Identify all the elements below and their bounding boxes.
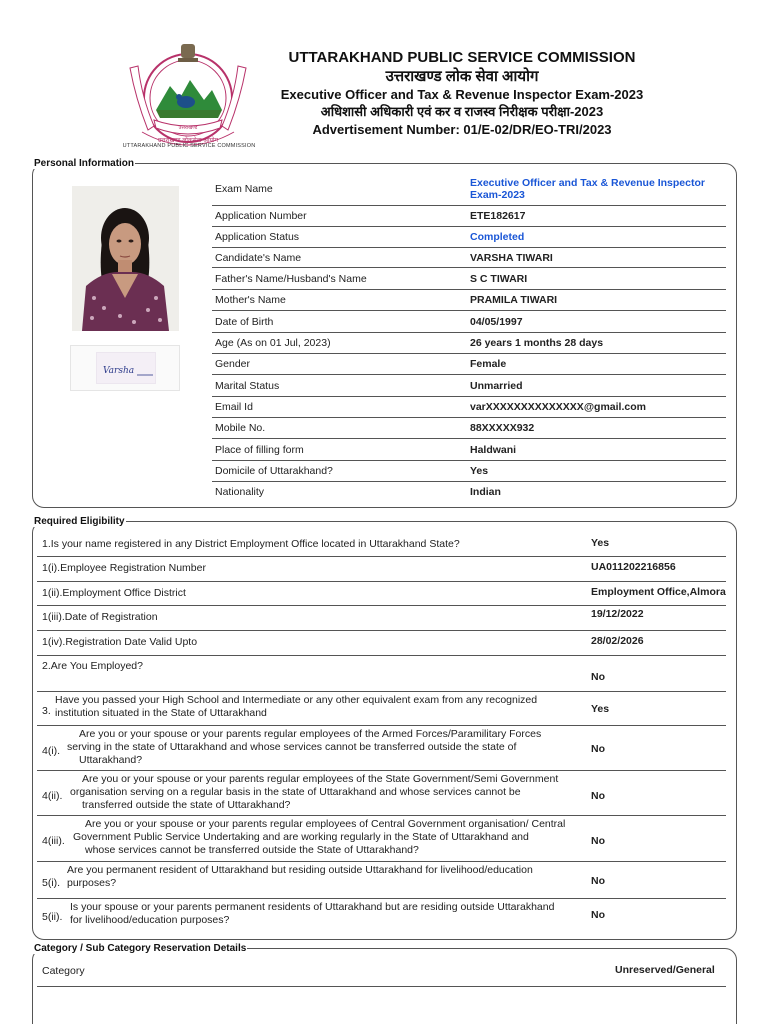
question-text: Government Public Service Undertaking and are working regularly in the State of Uttarakhand and — [73, 831, 529, 843]
personal-info-row — [212, 290, 726, 311]
advertisement-number: Advertisement Number: 01/E-02/DR/EO-TRI/2023 — [312, 122, 612, 137]
personal-info-row — [212, 354, 726, 375]
eligibility-row — [37, 726, 726, 771]
field-value: ETE182617 — [470, 210, 526, 222]
eligibility-row — [37, 631, 726, 656]
personal-info-row — [212, 268, 726, 290]
field-label: Mobile No. — [215, 422, 266, 434]
question-text: 1(i).Employee Registration Number — [42, 562, 206, 574]
commission-name-hindi: उत्तराखण्ड लोक सेवा आयोग — [385, 68, 539, 85]
category-value: Unreserved/General — [615, 964, 715, 976]
eligibility-row — [37, 533, 726, 557]
field-label: Email Id — [215, 401, 253, 413]
field-label: Exam Name — [215, 183, 273, 195]
question-text: 2.Are You Employed? — [42, 660, 143, 672]
category-label: Category — [42, 965, 85, 977]
question-text: 1(iv).Registration Date Valid Upto — [42, 636, 198, 648]
question-text: serving in the state of Uttarakhand and whose services cannot be transferred outside the state of — [67, 741, 517, 753]
question-text: transferred outside the state of Uttarakhand? — [82, 799, 291, 811]
field-label: Place of filling form — [215, 443, 304, 456]
field-label: Gender — [215, 358, 251, 370]
personal-info-row — [212, 311, 726, 333]
section-legend: Category / Sub Category Reservation Details — [34, 943, 247, 954]
question-text: purposes? — [67, 877, 117, 889]
logo-ring-text: उत्तराखण्ड लोकसेवा आयोग — [158, 137, 218, 144]
question-number: 5(i). — [42, 876, 61, 889]
answer-value: UA011202216856 — [591, 561, 676, 573]
field-value: S C TIWARI — [470, 272, 528, 285]
field-value: PRAMILA TIWARI — [470, 294, 558, 306]
eligibility-row — [37, 899, 726, 931]
eligibility-row — [37, 606, 726, 631]
personal-info-row — [212, 439, 726, 461]
answer-value: 19/12/2022 — [591, 608, 644, 620]
question-text: Uttarakhand? — [79, 754, 143, 766]
question-text: whose services cannot be transferred outside the State of Uttarakhand? — [85, 844, 419, 856]
personal-info-row — [212, 418, 726, 439]
personal-info-row — [212, 333, 726, 354]
field-value: 88XXXXX932 — [470, 422, 535, 434]
eligibility-row — [37, 692, 726, 726]
answer-value: No — [591, 743, 605, 755]
personal-info-row — [212, 248, 726, 268]
question-text: 1(ii).Employment Office District — [42, 587, 186, 599]
personal-info-row — [212, 482, 726, 502]
candidate-photo — [72, 186, 179, 331]
question-text: Is your spouse or your parents permanent residents of Uttarakhand but are residing outside Uttarakhand — [70, 901, 555, 913]
field-value: Haldwani — [470, 443, 517, 456]
page-header — [0, 0, 768, 160]
answer-value: 28/02/2026 — [591, 635, 644, 647]
field-label: Age (As on 01 Jul, 2023) — [215, 337, 331, 349]
field-label: Application Status — [215, 231, 300, 243]
field-value: Female — [470, 358, 507, 370]
exam-title-hindi: अधिशासी अधिकारी एवं कर व राजस्व निरीक्षक परीक्षा-2023 — [320, 104, 604, 119]
answer-value: No — [591, 909, 605, 921]
field-label: Nationality — [215, 486, 265, 498]
question-number: 4(ii). — [42, 789, 63, 802]
answer-value: No — [591, 835, 605, 847]
field-value: VARSHA TIWARI — [470, 251, 553, 264]
answer-value: Employment Office,Almora — [591, 586, 726, 598]
eligibility-row — [37, 816, 726, 862]
field-label: Application Number — [215, 210, 307, 222]
signature-text: Varsha — [103, 366, 135, 376]
question-number: 3. — [42, 705, 51, 717]
field-value: Unmarried — [470, 379, 523, 392]
field-label: Father's Name/Husband's Name — [215, 272, 367, 285]
category-row — [37, 960, 726, 987]
question-text: Are you permanent resident of Uttarakhand but residing outside Uttarakhand for livelihood/education — [67, 864, 533, 876]
personal-info-row — [212, 397, 726, 418]
field-value: Indian — [470, 486, 501, 498]
answer-value: No — [591, 875, 605, 887]
eligibility-row — [37, 582, 726, 606]
answer-value: No — [591, 671, 605, 683]
field-label: Marital Status — [215, 379, 280, 392]
logo-ribbon-text: उत्तराखण्ड — [178, 125, 198, 131]
header-titles — [262, 48, 662, 138]
logo-caption: UTTARAKHAND PUBLIC SERVICE COMMISSION — [122, 143, 256, 149]
personal-info-row — [212, 227, 726, 248]
candidate-signature — [70, 345, 180, 391]
field-label: Mother's Name — [215, 294, 286, 306]
field-value: varXXXXXXXXXXXXXX@gmail.com — [470, 401, 646, 413]
exam-title-english: Executive Officer and Tax & Revenue Inspector Exam-2023 — [280, 87, 644, 102]
question-text: Are you or your spouse or your parents regular employees of Central Government organisation/ Central — [85, 818, 566, 830]
field-label: Candidate's Name — [215, 251, 302, 264]
question-text: organisation serving on a regular basis in the state of Uttarakhand and whose services cannot be — [70, 786, 521, 798]
answer-value: Yes — [591, 703, 610, 715]
signature-image — [96, 352, 156, 384]
commission-emblem-icon — [118, 40, 258, 152]
eligibility-row — [37, 771, 726, 816]
question-text: for livelihood/education purposes? — [70, 914, 230, 926]
question-number: 4(iii). — [42, 835, 65, 847]
field-label: Domicile of Uttarakhand? — [215, 465, 333, 477]
field-value: Yes — [470, 465, 489, 477]
personal-info-row — [212, 375, 726, 397]
eligibility-row — [37, 656, 726, 692]
eligibility-row — [37, 557, 726, 582]
section-legend: Personal Information — [34, 158, 135, 169]
commission-name-english: UTTARAKHAND PUBLIC SERVICE COMMISSION — [288, 49, 636, 66]
personal-info-row — [212, 173, 726, 206]
field-value: Executive Officer and Tax & Revenue Inspector Exam-2023 — [470, 177, 705, 201]
field-value: 04/05/1997 — [470, 315, 523, 328]
question-number: 5(ii). — [42, 911, 63, 923]
eligibility-row — [37, 862, 726, 899]
question-text: 1(iii).Date of Registration — [42, 611, 158, 623]
question-text: Have you passed your High School and Intermediate or any other equivalent exam from any recognized — [55, 694, 538, 706]
field-label: Date of Birth — [215, 315, 274, 328]
field-value: Completed — [470, 231, 525, 243]
answer-value: Yes — [591, 537, 610, 549]
candidate-photo-icon — [72, 186, 179, 331]
section-legend: Required Eligibility — [34, 516, 125, 527]
personal-info-row — [212, 206, 726, 227]
personal-info-row — [212, 461, 726, 482]
answer-value: No — [591, 790, 605, 802]
question-text: Are you or your spouse or your parents regular employees of the State Government/Semi Government — [82, 773, 559, 785]
question-text: 1.Is your name registered in any District Employment Office located in Uttarakhand State? — [42, 538, 460, 550]
question-number: 4(i). — [42, 744, 61, 757]
question-text: Are you or your spouse or your parents regular employees of the Armed Forces/Paramilitary Forces — [79, 728, 542, 740]
question-text: institution situated in the State of Uttarakhand — [55, 707, 267, 719]
field-value: 26 years 1 months 28 days — [470, 337, 604, 349]
